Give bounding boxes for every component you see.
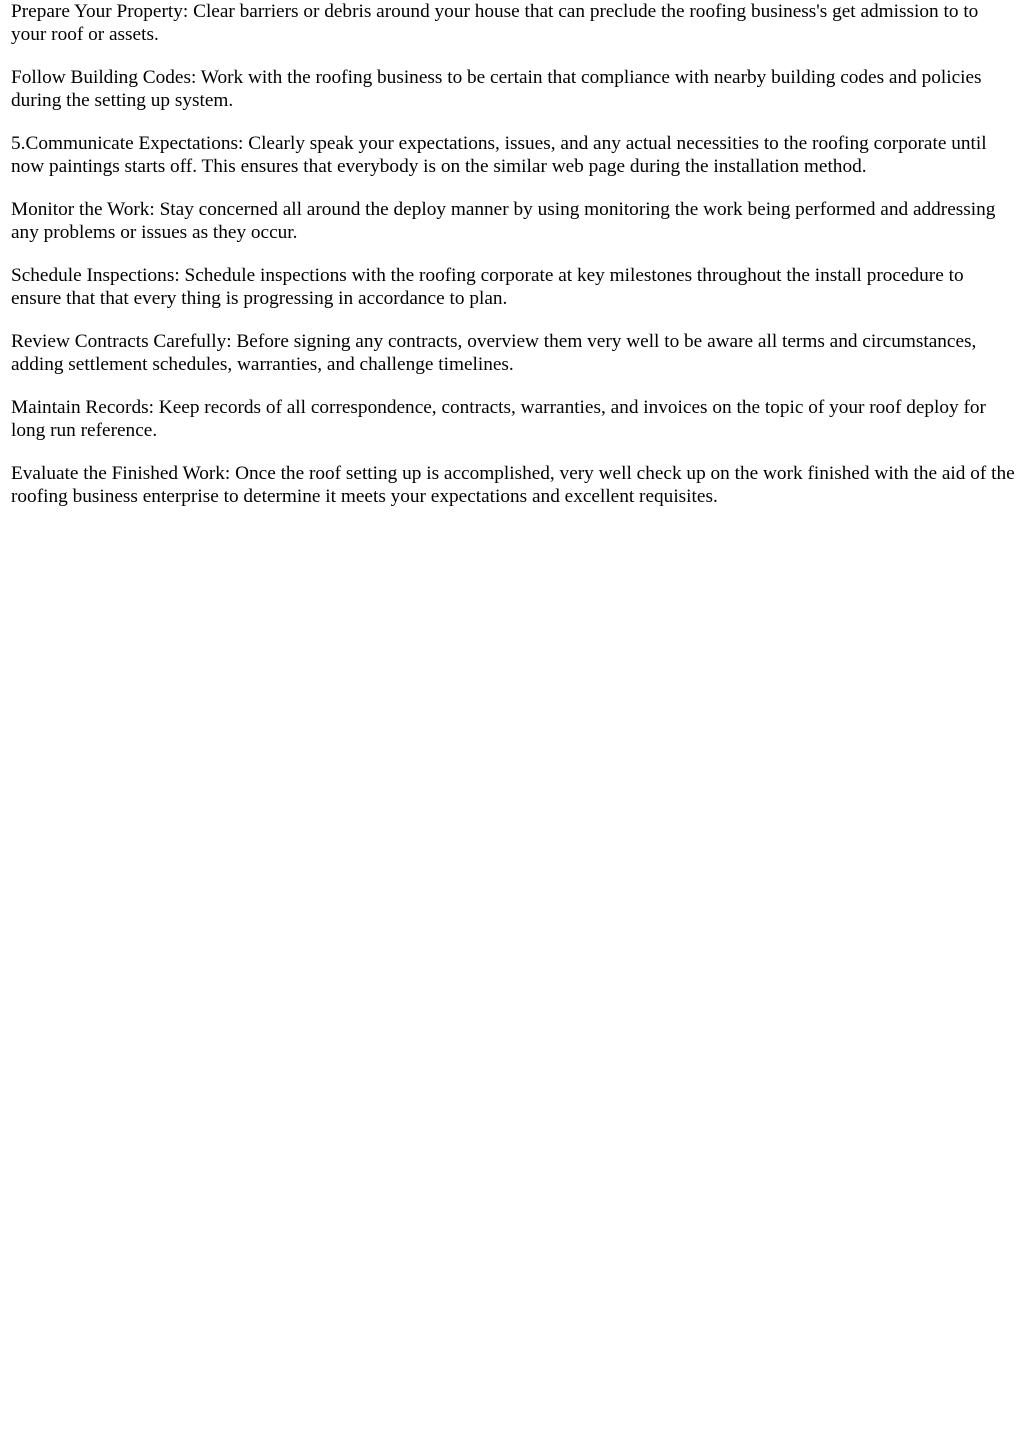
paragraph-maintain-records: Maintain Records: Keep records of all correspondence, contracts, warranties, and invoices on the topic of your roof deploy for long run reference.	[11, 397, 986, 441]
paragraph-building-codes: Follow Building Codes: Work with the roofing business to be certain that compliance with nearby building codes and policies during the setting up system.	[11, 67, 982, 111]
paragraph-review-contracts: Review Contracts Carefully: Before signing any contracts, overview them very well to be aware all terms and circumstances, adding settlement schedules, warranties, and challenge timelines.	[11, 331, 977, 375]
paragraph-schedule-inspections: Schedule Inspections: Schedule inspections with the roofing corporate at key milestones throughout the install procedure to ensure that that every thing is progressing in accordance to plan.	[11, 265, 964, 309]
paragraph-evaluate-work: Evaluate the Finished Work: Once the roof setting up is accomplished, very well check up on the work finished with the aid of the roofing business enterprise to determine it meets your expectations and excellent requisites.	[11, 463, 1015, 507]
paragraph-communicate-expectations: 5.Communicate Expectations: Clearly speak your expectations, issues, and any actual necessities to the roofing corporate until now paintings starts off. This ensures that everybody is on the similar web page during the installation method.	[11, 133, 987, 177]
document-body	[11, 0, 1016, 528]
paragraph-prepare-property: Prepare Your Property: Clear barriers or debris around your house that can preclude the roofing business's get admission to to your roof or assets.	[11, 1, 979, 45]
paragraph-monitor-work: Monitor the Work: Stay concerned all around the deploy manner by using monitoring the work being performed and addressing any problems or issues as they occur.	[11, 199, 996, 243]
